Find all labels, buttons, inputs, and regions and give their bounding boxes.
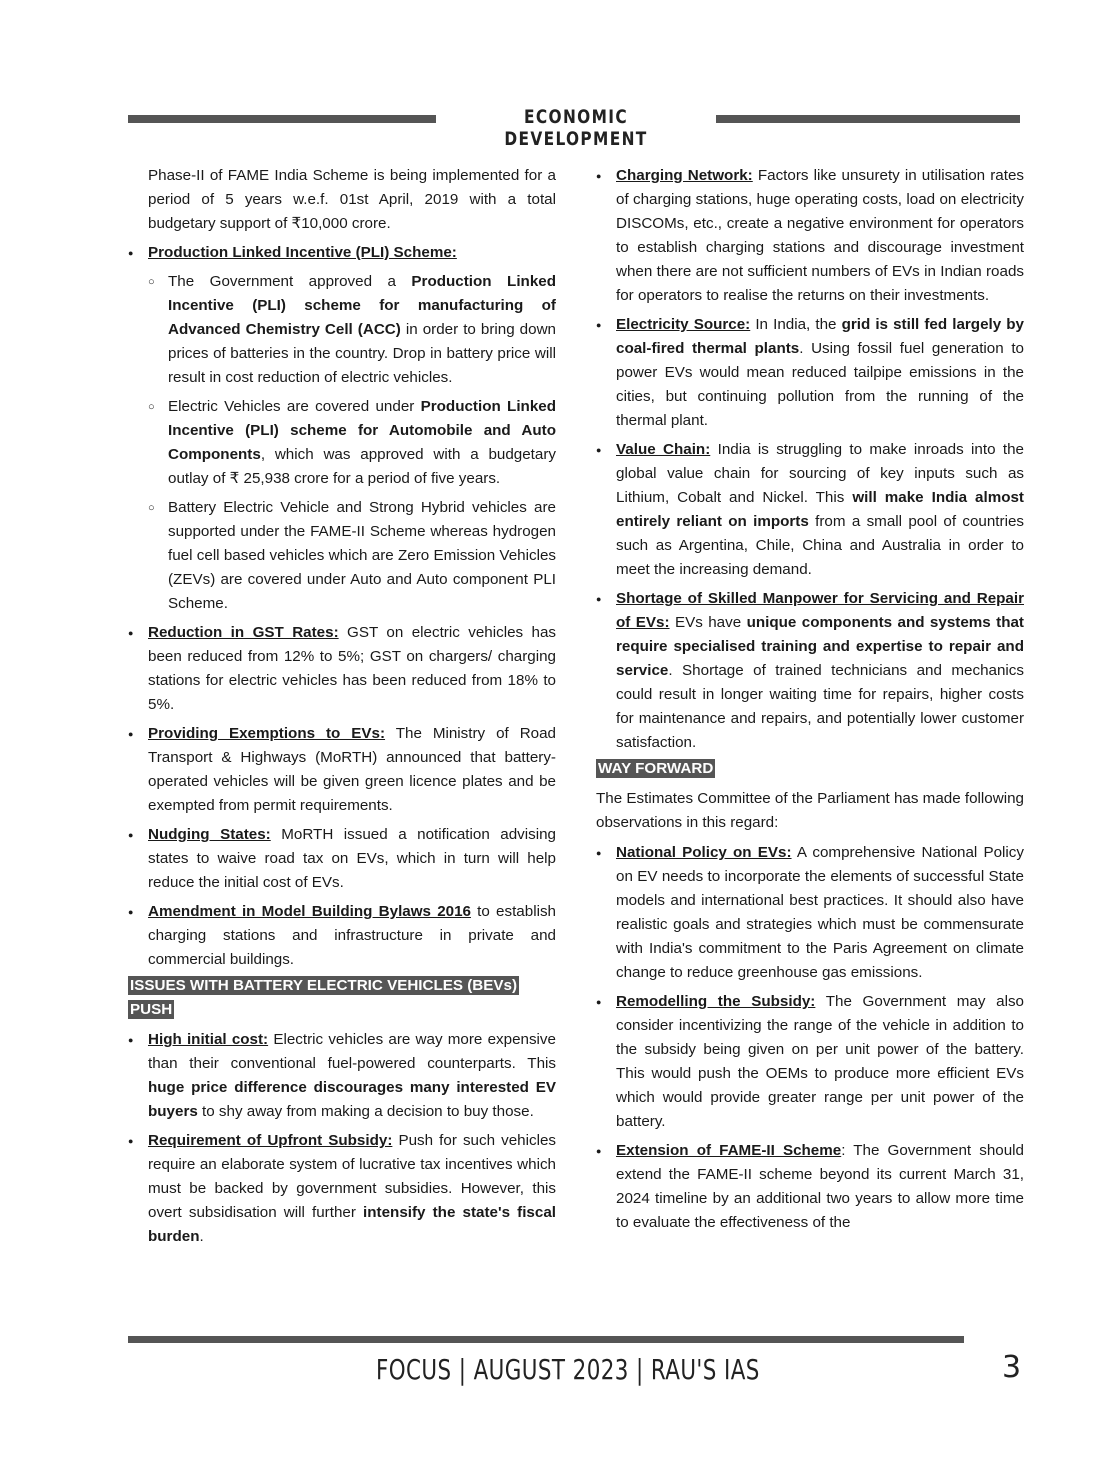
way-forward-heading-text: WAY FORWARD: [598, 760, 714, 777]
list-item-pli: [128, 241, 556, 616]
pli-subitem: [148, 395, 556, 491]
item-text: .: [199, 1228, 204, 1245]
way-forward-heading: [596, 757, 1024, 781]
issues-list: [128, 1028, 556, 1249]
footer-rule: [128, 1336, 964, 1343]
text-span: Battery Electric Vehicle and Strong Hybrid vehicles are supported under the FAME-II Scheme whereas hydrogen fuel cell based vehicles which are Zero Emission Vehicles (ZEVs) are covered under Auto and Auto component PLI Scheme.: [168, 499, 556, 612]
pli-sublist: [148, 270, 556, 616]
item-heading: Extension of FAME-II Scheme: [616, 1142, 842, 1159]
item-text: In India, the: [750, 316, 842, 333]
list-item-nudging: [128, 823, 556, 895]
issues-heading: [128, 974, 556, 1022]
header-rule-left: [128, 115, 436, 123]
list-item-value-chain: [596, 438, 1024, 582]
item-text: Electric vehicles are way more expensive than their conventional fuel-powered counterparts. This: [148, 1031, 556, 1072]
footer-text: FOCUS | AUGUST 2023 | RAU'S IAS: [376, 1353, 760, 1386]
page-number: 3: [1002, 1350, 1022, 1385]
item-text: to shy away from making a decision to buy those.: [197, 1103, 534, 1120]
list-item-electricity: [596, 313, 1024, 433]
bold-span: unique components and systems that require specialised training and expertise to repair and service: [616, 614, 1024, 679]
list-item-remodelling: [596, 990, 1024, 1134]
bold-span: intensify the state's fiscal burden: [148, 1204, 556, 1245]
bold-span: Production Linked Incentive (PLI) scheme for Automobile and Auto Components: [168, 398, 556, 463]
list-item-charging: [596, 164, 1024, 308]
item-text: Factors like unsurety in utilisation rates of charging stations, huge operating costs, load on electricity DISCOMs, etc., create a negative environment for operators to establish charging stations and discourage investment when there are not sufficient numbers of EVs in Indian roads for operators to realise the returns on their investments.: [616, 167, 1024, 304]
pli-heading: Production Linked Incentive (PLI) Scheme:: [148, 244, 457, 261]
issues-heading-line2: PUSH: [130, 1001, 173, 1018]
item-heading: Charging Network:: [616, 167, 753, 184]
item-text: EVs have: [669, 614, 747, 631]
item-heading: Remodelling the Subsidy:: [616, 993, 816, 1010]
item-text: . Using fossil fuel generation to power EVs would mean reduced tailpipe emissions in the cities, but continuing pollution from the running of the thermal plant.: [616, 340, 1025, 429]
item-heading: Nudging States:: [148, 826, 271, 843]
pli-subitem: [148, 496, 556, 616]
list-item-manpower: [596, 587, 1024, 755]
item-text: . Shortage of trained technicians and mechanics could result in longer waiting time for repairs, higher costs for maintenance and repairs, and potentially lower customer satisfaction.: [616, 662, 1024, 751]
measures-list: [128, 241, 556, 972]
issues-list-continued: [596, 164, 1024, 755]
way-forward-list: [596, 841, 1024, 1235]
item-text: A comprehensive National Policy on EV needs to incorporate the elements of successful State models and international best practices. It should also have realistic goals and strategies which must be commensurate with India's commitment to the Paris Agreement on climate change to reduce greenhouse gas emissions.: [616, 844, 1024, 981]
list-item-gst: [128, 621, 556, 717]
bold-span: huge price difference discourages many interested EV buyers: [148, 1079, 556, 1120]
item-text: MoRTH issued a notification advising states to waive road tax on EVs, which in turn will help reduce the initial cost of EVs.: [148, 826, 557, 891]
text-span: in order to bring down prices of batteries in the country. Drop in battery price will result in cost reduction of electric vehicles.: [168, 321, 556, 386]
item-text: : The Government should extend the FAME-II scheme beyond its current March 31, 2024 timeline by an additional two years to allow more time to evaluate the effectiveness of the: [616, 1142, 1024, 1231]
item-heading: Value Chain:: [616, 441, 711, 458]
list-item-bylaws: [128, 900, 556, 972]
fame-intro: Phase-II of FAME India Scheme is being implemented for a period of 5 years w.e.f. 01st April, 2019 with a total budgetary support of ₹10,000 crore.: [148, 167, 556, 232]
item-heading: Requirement of Upfront Subsidy:: [148, 1132, 393, 1149]
text-span: , which was approved with a budgetary outlay of ₹ 25,938 crore for a period of five years.: [168, 446, 556, 487]
item-text: Push for such vehicles require an elaborate system of lucrative tax incentives which must be backed by government subsidies. However, this overt subsidisation will further: [148, 1132, 556, 1221]
item-heading: Amendment in Model Building Bylaws 2016: [148, 903, 471, 920]
item-text: to establish charging stations and infrastructure in private and commercial buildings.: [148, 903, 556, 968]
item-heading: Reduction in GST Rates:: [148, 624, 339, 641]
right-column: [596, 164, 1024, 1240]
bold-span: grid is still fed largely by coal-fired thermal plants: [616, 316, 1025, 357]
item-heading: Providing Exemptions to EVs:: [148, 725, 386, 742]
bold-span: Production Linked Incentive (PLI) scheme for manufacturing of Advanced Chemistry Cell (ACC): [168, 273, 556, 338]
item-text: from a small pool of countries such as Argentina, Chile, China and Australia in order to meet the increasing demand.: [616, 513, 1024, 578]
list-item-subsidy: [128, 1129, 556, 1249]
item-heading: National Policy on EVs:: [616, 844, 792, 861]
item-heading: High initial cost:: [148, 1031, 269, 1048]
bold-span: will make India almost entirely reliant on imports: [616, 489, 1024, 530]
item-text: The Government may also consider incentivizing the range of the vehicle in addition to the subsidy being given on per unit power of the battery. This would push the OEMs to produce more efficient EVs which would provide greater range per unit power of the battery.: [616, 993, 1024, 1130]
issues-heading-line1: ISSUES WITH BATTERY ELECTRIC VEHICLES (BEVs): [130, 977, 518, 994]
section-title: ECONOMIC DEVELOPMENT: [504, 106, 648, 150]
item-text: India is struggling to make inroads into the global value chain for sourcing of key inputs such as Lithium, Cobalt and Nickel. This: [616, 441, 1024, 506]
left-column: [128, 164, 556, 1254]
pli-subitem: [148, 270, 556, 390]
item-text: The Ministry of Road Transport & Highways (MoRTH) announced that battery-operated vehicles will be given green licence plates and be exempted from permit requirements.: [148, 725, 556, 814]
item-text: GST on electric vehicles has been reduced from 12% to 5%; GST on chargers/ charging stations for electric vehicles has been reduced from 18% to 5%.: [148, 624, 557, 713]
list-item-exemptions: [128, 722, 556, 818]
header-rule-right: [716, 115, 1020, 123]
text-span: Electric Vehicles are covered under: [168, 398, 421, 415]
list-item-national-policy: [596, 841, 1024, 985]
text-span: The Government approved a: [168, 273, 412, 290]
list-item-extension: [596, 1139, 1024, 1235]
list-item-high-cost: [128, 1028, 556, 1124]
way-forward-intro: The Estimates Committee of the Parliament has made following observations in this regard:: [596, 790, 1024, 831]
item-heading: Shortage of Skilled Manpower for Servicing and Repair of EVs:: [616, 590, 1024, 631]
item-heading: Electricity Source:: [616, 316, 751, 333]
